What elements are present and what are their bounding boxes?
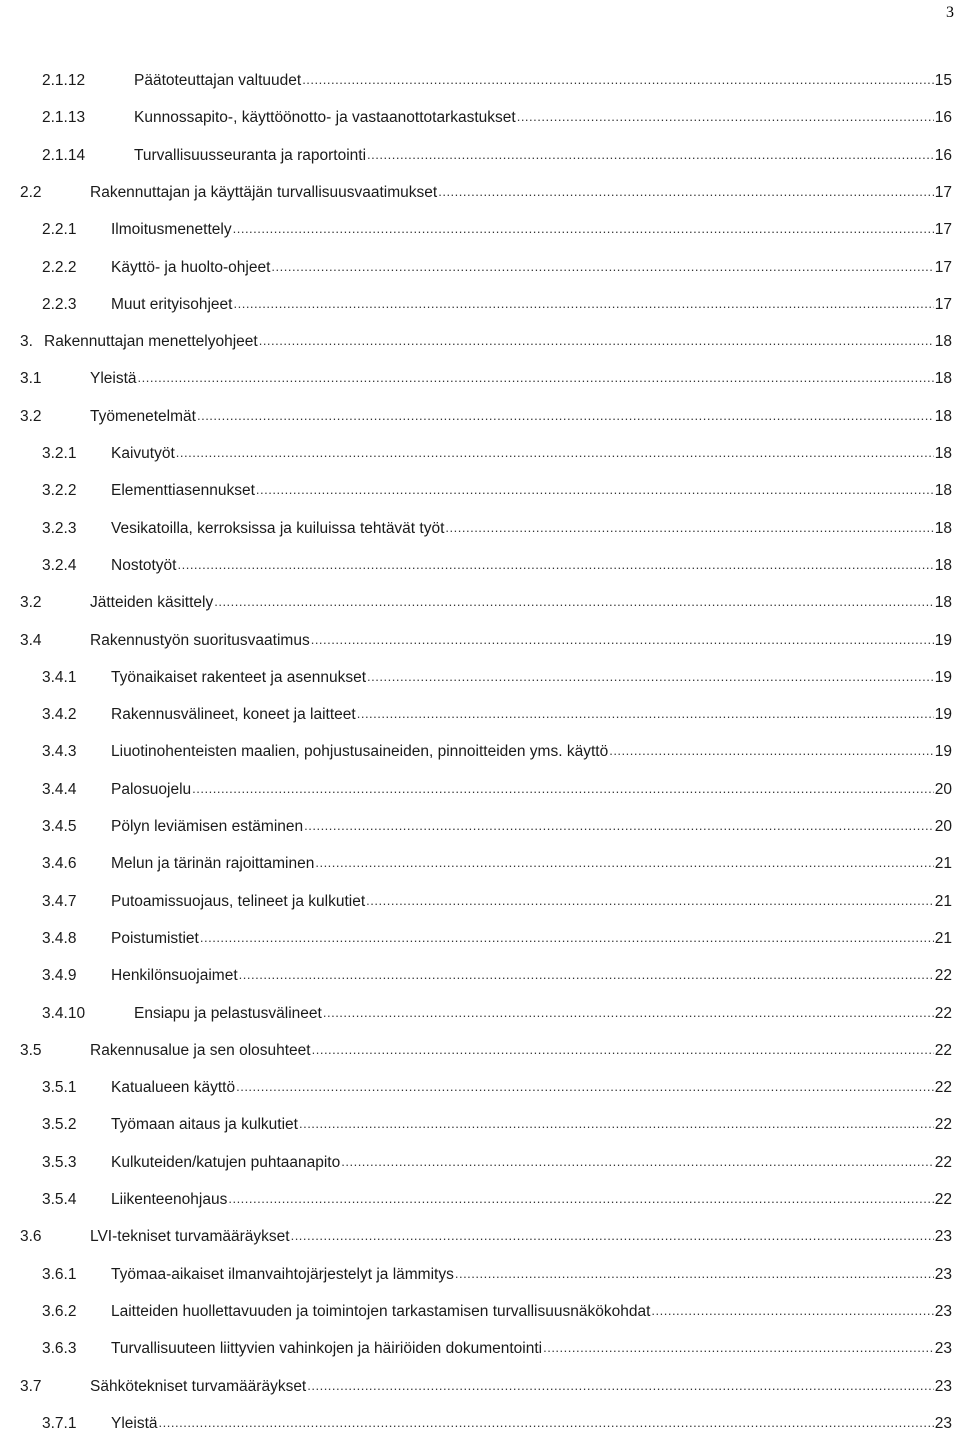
toc-entry-title: Henkilönsuojaimet — [111, 967, 238, 985]
toc-entry-number: 3.6.3 — [42, 1340, 77, 1358]
toc-dot-leader — [233, 295, 933, 313]
toc-entry[interactable] — [0, 366, 960, 388]
toc-entry-title: Jätteiden käsittely — [90, 594, 214, 612]
toc-entry[interactable] — [0, 1038, 960, 1060]
toc-entry-number: 3.5.2 — [42, 1116, 77, 1134]
toc-entry-page: 17 — [934, 295, 952, 313]
toc-entry-title: Putoamissuojaus, telineet ja kulkutiet — [111, 892, 366, 910]
toc-entry-title: Liikenteenohjaus — [111, 1191, 228, 1208]
toc-dot-leader — [312, 1041, 934, 1059]
toc-entry-number: 3.6.1 — [42, 1265, 77, 1283]
toc-entry[interactable] — [0, 217, 960, 239]
toc-entry[interactable] — [0, 255, 960, 277]
toc-entry-number: 2.2.3 — [42, 295, 77, 313]
toc-entry-page: 17 — [934, 183, 952, 201]
toc-entry-number: 3.5.3 — [42, 1153, 77, 1171]
toc-entry[interactable] — [0, 777, 960, 799]
toc-entry[interactable] — [0, 1187, 960, 1209]
toc-entry-title: Elementtiasennukset — [111, 482, 255, 500]
toc-entry-page: 21 — [934, 855, 952, 873]
toc-entry[interactable] — [0, 1224, 960, 1246]
toc-entry-number: 3.2.1 — [42, 445, 77, 462]
toc-entry-number: 3.4.6 — [42, 855, 77, 873]
toc-dot-leader — [367, 668, 934, 686]
toc-entry[interactable] — [0, 1001, 960, 1023]
toc-dot-leader — [259, 332, 934, 350]
toc-entry-title: Laitteiden huollettavuuden ja toimintojen tarkastamisen turvallisuusnäkökohdat — [111, 1302, 651, 1320]
toc-entry-number: 3.6.2 — [42, 1302, 77, 1320]
toc-entry-page: 18 — [934, 556, 952, 574]
toc-entry[interactable] — [0, 814, 960, 836]
toc-dot-leader — [291, 1227, 934, 1245]
toc-entry[interactable] — [0, 329, 960, 351]
toc-entry-page: 22 — [934, 1041, 952, 1059]
toc-entry-page: 17 — [934, 258, 952, 276]
toc-dot-leader — [197, 407, 934, 425]
toc-entry[interactable] — [0, 628, 960, 650]
toc-entry[interactable] — [0, 851, 960, 873]
toc-entry[interactable] — [0, 702, 960, 724]
toc-entry-page: 23 — [934, 1302, 952, 1320]
toc-entry-number: 3.4.5 — [42, 818, 77, 835]
toc-entry-title: Ilmoitusmenettely — [111, 221, 232, 239]
toc-dot-leader — [214, 593, 934, 611]
toc-entry-number: 3.4.10 — [42, 1004, 86, 1022]
toc-entry-number: 3.4.8 — [42, 929, 77, 947]
toc-dot-leader — [323, 1004, 934, 1022]
toc-dot-leader — [138, 369, 934, 387]
toc-entry-page: 22 — [934, 967, 952, 985]
toc-entry-page: 19 — [934, 631, 952, 649]
toc-entry-page: 20 — [934, 818, 952, 835]
toc-dot-leader — [341, 1153, 934, 1171]
toc-entry-page: 16 — [934, 109, 952, 127]
toc-entry-title: Käyttö- ja huolto-ohjeet — [111, 258, 271, 276]
toc-entry-number: 3.1 — [20, 370, 42, 388]
toc-entry-title: Työnaikaiset rakenteet ja asennukset — [111, 668, 367, 686]
toc-entry-page: 22 — [934, 1153, 952, 1171]
toc-entry[interactable] — [0, 292, 960, 314]
toc-entry-number: 3.4.4 — [42, 780, 77, 798]
toc-entry-page: 18 — [934, 445, 952, 462]
toc-entry[interactable] — [0, 739, 960, 761]
toc-dot-leader — [239, 966, 934, 984]
toc-entry-title: Liuotinohenteisten maalien, pohjustusaineiden, pinnoitteiden yms. käyttö — [111, 743, 609, 761]
toc-entry-number: 3.5.4 — [42, 1191, 77, 1208]
toc-entry-title: Sähkötekniset turvamääräykset — [90, 1377, 307, 1395]
toc-dot-leader — [311, 631, 934, 649]
toc-dot-leader — [159, 1414, 934, 1432]
toc-entry-title: Yleistä — [90, 370, 137, 388]
toc-dot-leader — [455, 1265, 934, 1283]
toc-entry-page: 23 — [934, 1414, 952, 1432]
toc-entry-number: 2.1.14 — [42, 146, 86, 164]
toc-dot-leader — [302, 71, 934, 89]
toc-entry-number: 3.5 — [20, 1041, 42, 1059]
toc-entry-page: 17 — [934, 221, 952, 239]
toc-entry-page: 20 — [934, 780, 952, 798]
toc-entry-title: Nostotyöt — [111, 556, 177, 574]
toc-entry-number: 3.4.3 — [42, 743, 77, 761]
toc-entry[interactable] — [0, 516, 960, 538]
toc-entry-page: 18 — [934, 519, 952, 537]
toc-entry-number: 2.1.13 — [42, 109, 86, 127]
toc-entry-page: 18 — [934, 594, 952, 612]
toc-entry-title: Katualueen käyttö — [111, 1079, 236, 1097]
toc-entry[interactable] — [0, 1075, 960, 1097]
toc-entry[interactable] — [0, 553, 960, 575]
toc-dot-leader — [651, 1302, 933, 1320]
toc-entry-title: Työmenetelmät — [90, 407, 196, 425]
toc-entry-number: 2.2 — [20, 183, 42, 201]
toc-entry-title: Pölyn leviämisen estäminen — [111, 818, 304, 835]
toc-dot-leader — [236, 1078, 934, 1096]
toc-entry-number: 2.1.12 — [42, 72, 86, 89]
toc-entry-number: 3. — [20, 333, 33, 351]
toc-dot-leader — [609, 742, 934, 760]
toc-entry-title: Melun ja tärinän rajoittaminen — [111, 855, 315, 873]
toc-dot-leader — [357, 705, 934, 723]
toc-dot-leader — [299, 1115, 934, 1133]
toc-entry-number: 3.7 — [20, 1377, 42, 1395]
toc-entry-page: 18 — [934, 333, 952, 351]
toc-entry-page: 21 — [934, 929, 952, 947]
toc-entry[interactable] — [0, 665, 960, 687]
toc-entry-title: Turvallisuuteen liittyvien vahinkojen ja häiriöiden dokumentointi — [111, 1340, 543, 1358]
toc-entry-number: 3.2.4 — [42, 556, 77, 574]
toc-entry-number: 3.4.2 — [42, 706, 77, 724]
toc-entry-page: 19 — [934, 743, 952, 761]
toc-entry-title: Työmaan aitaus ja kulkutiet — [111, 1116, 298, 1134]
toc-dot-leader — [192, 780, 934, 798]
toc-entry[interactable] — [0, 889, 960, 911]
toc-entry-number: 3.4.9 — [42, 967, 77, 985]
toc-entry[interactable] — [0, 926, 960, 948]
toc-entry[interactable] — [0, 1112, 960, 1134]
toc-entry[interactable] — [0, 1262, 960, 1284]
toc-entry-title: Päätoteuttajan valtuudet — [134, 72, 302, 89]
toc-entry-page: 15 — [934, 72, 952, 89]
toc-entry-page: 18 — [934, 370, 952, 388]
toc-entry-title: Yleistä — [111, 1414, 158, 1432]
toc-dot-leader — [517, 108, 934, 126]
toc-entry-title: Rakennusvälineet, koneet ja laitteet — [111, 706, 356, 724]
toc-entry-title: Rakennuttajan menettelyohjeet — [44, 333, 258, 351]
toc-entry-page: 22 — [934, 1004, 952, 1022]
toc-entry[interactable] — [0, 441, 960, 463]
toc-entry-title: Työmaa-aikaiset ilmanvaihtojärjestelyt ja lämmitys — [111, 1265, 454, 1283]
toc-entry-title: Kulkuteiden/katujen puhtaanapito — [111, 1153, 341, 1171]
toc-entry-title: Ensiapu ja pelastusvälineet — [134, 1004, 322, 1022]
toc-entry[interactable] — [0, 105, 960, 127]
toc-entry-number: 3.6 — [20, 1228, 42, 1246]
toc-dot-leader — [233, 220, 934, 238]
toc-entry[interactable] — [0, 180, 960, 202]
toc-entry-number: 3.7.1 — [42, 1414, 77, 1432]
toc-entry[interactable] — [0, 1411, 960, 1433]
toc-entry[interactable] — [0, 1336, 960, 1358]
toc-dot-leader — [315, 854, 933, 872]
page-number: 3 — [946, 4, 954, 21]
toc-entry-number: 3.5.1 — [42, 1079, 77, 1097]
toc-entry-number: 3.4.1 — [42, 668, 77, 686]
toc-entry-page: 18 — [934, 407, 952, 425]
toc-dot-leader — [228, 1190, 933, 1208]
toc-entry-number: 3.2.2 — [42, 482, 77, 500]
toc-entry[interactable] — [0, 404, 960, 426]
toc-entry-page: 22 — [934, 1079, 952, 1097]
toc-dot-leader — [176, 444, 934, 462]
toc-dot-leader — [271, 258, 933, 276]
toc-entry[interactable] — [0, 478, 960, 500]
toc-entry-title: Vesikatoilla, kerroksissa ja kuiluissa tehtävät työt — [111, 519, 445, 537]
toc-entry-page: 23 — [934, 1265, 952, 1283]
toc-entry-page: 18 — [934, 482, 952, 500]
toc-dot-leader — [256, 481, 934, 499]
toc-entry[interactable] — [0, 590, 960, 612]
toc-entry-number: 2.2.1 — [42, 221, 77, 239]
toc-dot-leader — [367, 146, 934, 164]
toc-entry-page: 21 — [934, 892, 952, 910]
toc-dot-leader — [307, 1377, 934, 1395]
toc-entry[interactable] — [0, 963, 960, 985]
toc-entry-title: Poistumistiet — [111, 929, 199, 947]
toc-entry-title: Palosuojelu — [111, 780, 192, 798]
toc-entry-title: Kunnossapito-, käyttöönotto- ja vastaanottotarkastukset — [134, 109, 516, 127]
toc-entry-title: Rakennuttajan ja käyttäjän turvallisuusvaatimukset — [90, 183, 438, 201]
toc-dot-leader — [200, 929, 934, 947]
toc-entry-title: Turvallisuusseuranta ja raportointi — [134, 146, 367, 164]
toc-entry-number: 2.2.2 — [42, 258, 77, 276]
toc-entry-page: 19 — [934, 668, 952, 686]
toc-entry-title: Rakennustyön suoritusvaatimus — [90, 631, 310, 649]
toc-entry-number: 3.2 — [20, 407, 42, 425]
toc-entry-number: 3.4 — [20, 631, 42, 649]
toc-entry[interactable] — [0, 68, 960, 90]
toc-entry-page: 23 — [934, 1340, 952, 1358]
toc-dot-leader — [543, 1339, 934, 1357]
toc-entry-title: Muut erityisohjeet — [111, 295, 233, 313]
toc-entry-number: 3.2.3 — [42, 519, 77, 537]
toc-entry[interactable] — [0, 143, 960, 165]
toc-entry[interactable] — [0, 1374, 960, 1396]
toc-entry-number: 3.4.7 — [42, 892, 77, 910]
toc-dot-leader — [177, 556, 933, 574]
toc-dot-leader — [304, 817, 934, 835]
toc-entry-page: 19 — [934, 706, 952, 724]
toc-entry-page: 22 — [934, 1191, 952, 1208]
toc-entry[interactable] — [0, 1299, 960, 1321]
toc-entry-page: 23 — [934, 1377, 952, 1395]
toc-entry-page: 22 — [934, 1116, 952, 1134]
toc-entry-number: 3.2 — [20, 594, 42, 612]
toc-dot-leader — [445, 519, 933, 537]
toc-entry-page: 23 — [934, 1228, 952, 1246]
toc-entry-page: 16 — [934, 146, 952, 164]
toc-dot-leader — [438, 183, 934, 201]
toc-entry-title: LVI-tekniset turvamääräykset — [90, 1228, 290, 1246]
toc-entry-title: Rakennusalue ja sen olosuhteet — [90, 1041, 311, 1059]
toc-entry-title: Kaivutyöt — [111, 445, 175, 462]
toc-dot-leader — [366, 892, 934, 910]
toc-entry[interactable] — [0, 1150, 960, 1172]
